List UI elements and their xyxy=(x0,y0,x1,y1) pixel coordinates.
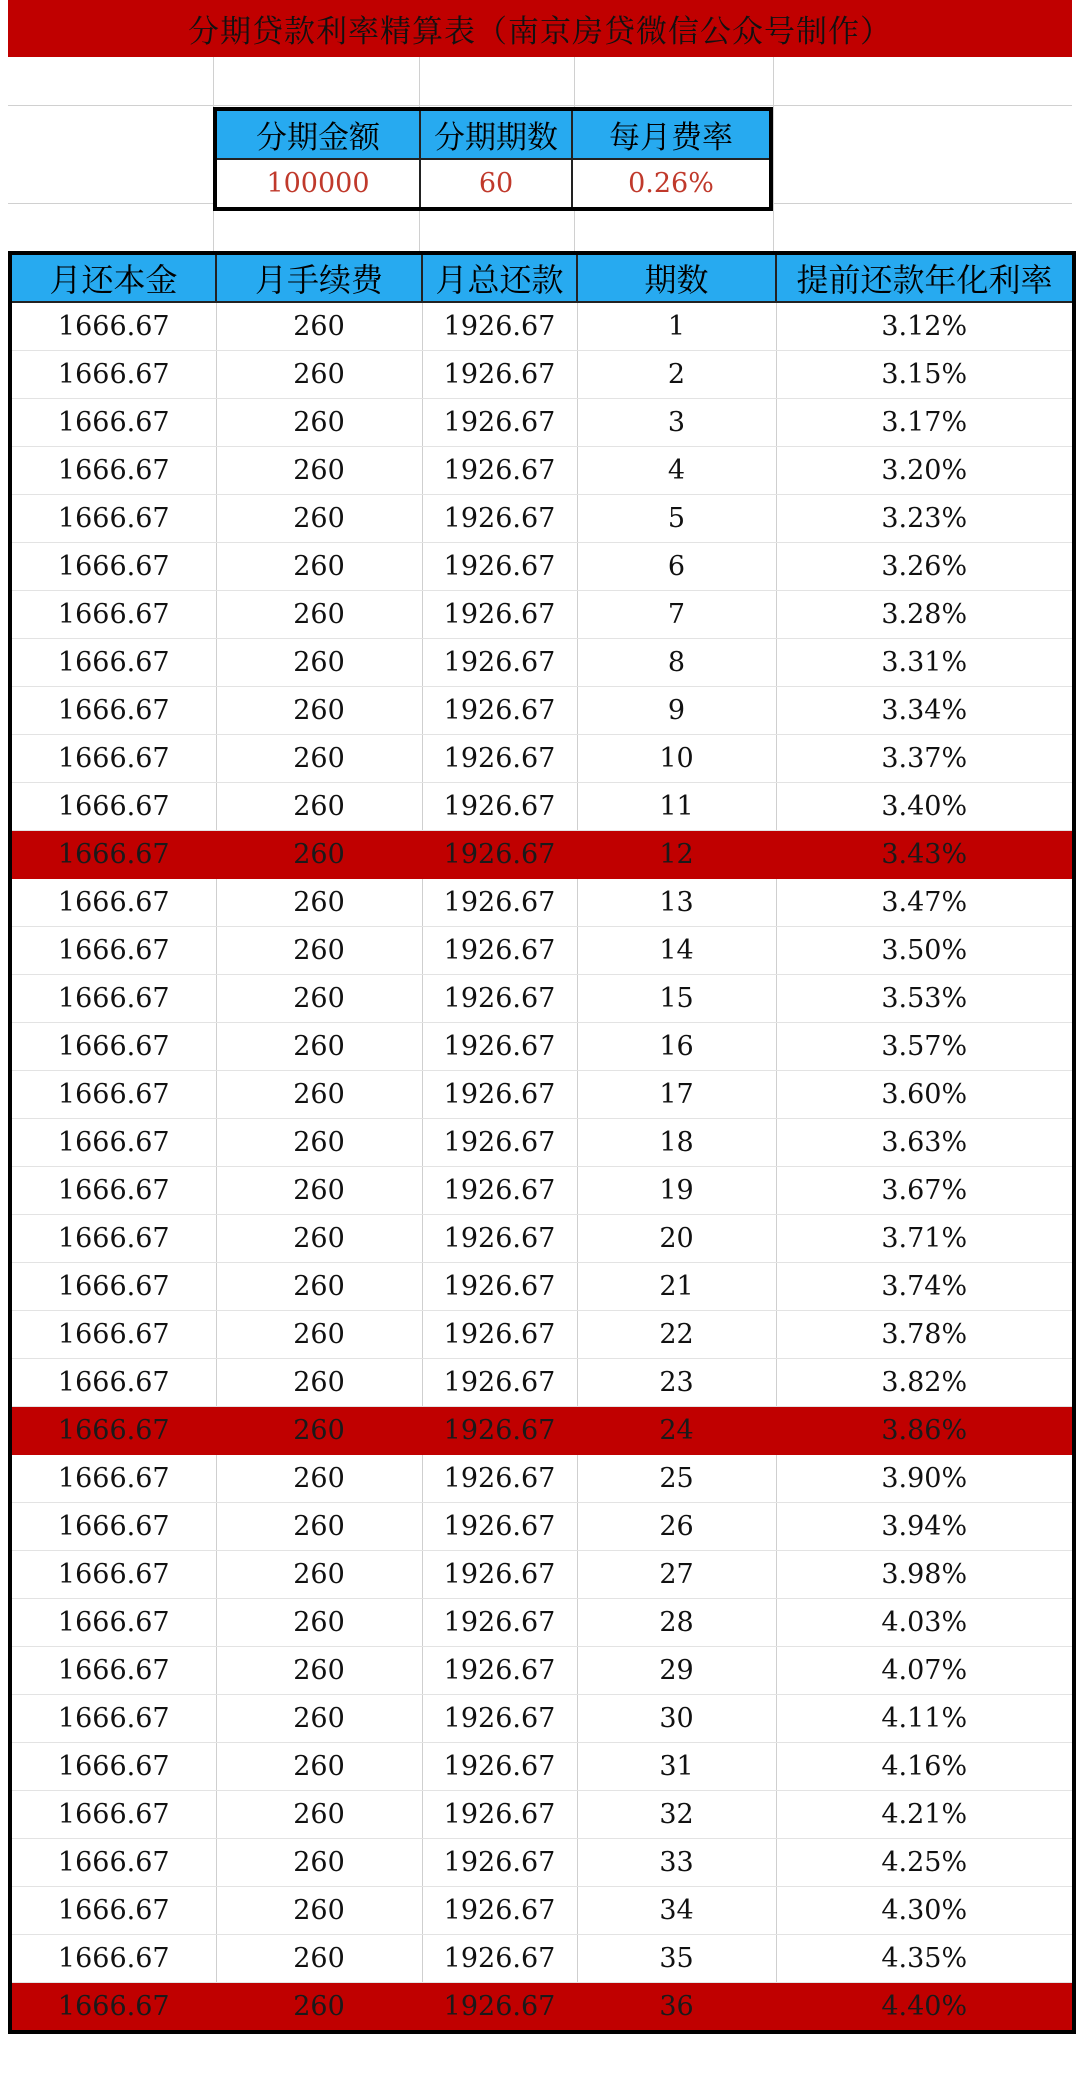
cell-fee[interactable]: 260 xyxy=(216,1839,422,1887)
cell-total[interactable]: 1926.67 xyxy=(422,783,577,831)
cell-fee[interactable]: 260 xyxy=(216,1503,422,1551)
cell-fee[interactable]: 260 xyxy=(216,1119,422,1167)
cell-total[interactable]: 1926.67 xyxy=(422,302,577,351)
table-row xyxy=(10,1551,1074,1599)
cell-annual-rate[interactable]: 3.50% xyxy=(776,927,1074,975)
cell-annual-rate[interactable]: 3.20% xyxy=(776,447,1074,495)
cell-fee[interactable]: 260 xyxy=(216,1215,422,1263)
cell-fee[interactable]: 260 xyxy=(216,1455,422,1503)
cell-fee[interactable]: 260 xyxy=(216,495,422,543)
cell-principal[interactable]: 1666.67 xyxy=(10,1743,216,1791)
cell-fee[interactable]: 260 xyxy=(216,1935,422,1983)
cell-principal[interactable]: 1666.67 xyxy=(10,591,216,639)
cell-total[interactable]: 1926.67 xyxy=(422,1983,577,2033)
cell-principal[interactable]: 1666.67 xyxy=(10,1359,216,1407)
cell-principal[interactable]: 1666.67 xyxy=(10,735,216,783)
cell-annual-rate[interactable]: 3.78% xyxy=(776,1311,1074,1359)
table-row xyxy=(10,1503,1074,1551)
cell-total[interactable]: 1926.67 xyxy=(422,1071,577,1119)
cell-fee[interactable]: 260 xyxy=(216,879,422,927)
table-row xyxy=(10,1359,1074,1407)
cell-period[interactable]: 3 xyxy=(577,399,776,447)
cell-fee[interactable]: 260 xyxy=(216,302,422,351)
cell-total[interactable]: 1926.67 xyxy=(422,975,577,1023)
cell-annual-rate[interactable]: 3.15% xyxy=(776,351,1074,399)
cell-principal[interactable]: 1666.67 xyxy=(10,351,216,399)
cell-principal[interactable]: 1666.67 xyxy=(10,975,216,1023)
cell-period[interactable]: 31 xyxy=(577,1743,776,1791)
cell-fee[interactable]: 260 xyxy=(216,927,422,975)
cell-principal[interactable]: 1666.67 xyxy=(10,831,216,879)
cell-annual-rate[interactable]: 4.21% xyxy=(776,1791,1074,1839)
cell-annual-rate[interactable]: 3.53% xyxy=(776,975,1074,1023)
table-row xyxy=(10,351,1074,399)
cell-period[interactable]: 16 xyxy=(577,1023,776,1071)
cell-annual-rate[interactable]: 3.12% xyxy=(776,302,1074,351)
cell-fee[interactable]: 260 xyxy=(216,1647,422,1695)
cell-total[interactable]: 1926.67 xyxy=(422,447,577,495)
cell-principal[interactable]: 1666.67 xyxy=(10,1023,216,1071)
cell-total[interactable]: 1926.67 xyxy=(422,1023,577,1071)
cell-principal[interactable]: 1666.67 xyxy=(10,639,216,687)
cell-fee[interactable]: 260 xyxy=(216,687,422,735)
cell-period[interactable]: 11 xyxy=(577,783,776,831)
cell-fee[interactable]: 260 xyxy=(216,1983,422,2033)
cell-period[interactable]: 28 xyxy=(577,1599,776,1647)
cell-fee[interactable]: 260 xyxy=(216,543,422,591)
table-row xyxy=(10,1695,1074,1743)
cell-total[interactable]: 1926.67 xyxy=(422,1215,577,1263)
table-row xyxy=(10,591,1074,639)
cell-fee[interactable]: 260 xyxy=(216,1887,422,1935)
cell-total[interactable]: 1926.67 xyxy=(422,1455,577,1503)
cell-fee[interactable]: 260 xyxy=(216,1743,422,1791)
cell-total[interactable]: 1926.67 xyxy=(422,1887,577,1935)
cell-fee[interactable]: 260 xyxy=(216,1551,422,1599)
cell-period[interactable]: 4 xyxy=(577,447,776,495)
cell-period[interactable]: 33 xyxy=(577,1839,776,1887)
cell-annual-rate[interactable]: 4.16% xyxy=(776,1743,1074,1791)
table-row xyxy=(10,1455,1074,1503)
cell-period[interactable]: 25 xyxy=(577,1455,776,1503)
table-row xyxy=(10,447,1074,495)
cell-period[interactable]: 32 xyxy=(577,1791,776,1839)
header-fee: 月手续费 xyxy=(216,253,422,302)
cell-principal[interactable]: 1666.67 xyxy=(10,302,216,351)
cell-fee[interactable]: 260 xyxy=(216,399,422,447)
cell-total[interactable]: 1926.67 xyxy=(422,1311,577,1359)
cell-annual-rate[interactable]: 3.47% xyxy=(776,879,1074,927)
table-row xyxy=(10,1263,1074,1311)
table-row xyxy=(10,1215,1074,1263)
cell-fee[interactable]: 260 xyxy=(216,1359,422,1407)
cell-annual-rate[interactable]: 3.40% xyxy=(776,783,1074,831)
cell-annual-rate[interactable]: 3.34% xyxy=(776,687,1074,735)
cell-principal[interactable]: 1666.67 xyxy=(10,1311,216,1359)
cell-total[interactable]: 1926.67 xyxy=(422,591,577,639)
table-row xyxy=(10,1407,1074,1455)
cell-annual-rate[interactable]: 3.43% xyxy=(776,831,1074,879)
sheet-title: 分期贷款利率精算表（南京房贷微信公众号制作） xyxy=(188,14,892,50)
cell-period[interactable]: 18 xyxy=(577,1119,776,1167)
table-row xyxy=(10,1791,1074,1839)
cell-principal[interactable]: 1666.67 xyxy=(10,543,216,591)
summary-header-periods: 分期期数 xyxy=(420,109,572,159)
cell-total[interactable]: 1926.67 xyxy=(422,543,577,591)
table-row xyxy=(10,399,1074,447)
cell-total[interactable]: 1926.67 xyxy=(422,1359,577,1407)
summary-header-amount: 分期金额 xyxy=(215,109,420,159)
cell-total[interactable]: 1926.67 xyxy=(422,687,577,735)
cell-fee[interactable]: 260 xyxy=(216,831,422,879)
table-row xyxy=(10,831,1074,879)
cell-annual-rate[interactable]: 4.35% xyxy=(776,1935,1074,1983)
cell-principal[interactable]: 1666.67 xyxy=(10,879,216,927)
cell-principal[interactable]: 1666.67 xyxy=(10,1551,216,1599)
header-total: 月总还款 xyxy=(422,253,577,302)
cell-principal[interactable]: 1666.67 xyxy=(10,1119,216,1167)
cell-period[interactable]: 14 xyxy=(577,927,776,975)
cell-annual-rate[interactable]: 3.82% xyxy=(776,1359,1074,1407)
table-row xyxy=(10,879,1074,927)
cell-annual-rate[interactable]: 3.17% xyxy=(776,399,1074,447)
title-bar xyxy=(8,0,1072,57)
cell-period[interactable]: 26 xyxy=(577,1503,776,1551)
cell-annual-rate[interactable]: 3.57% xyxy=(776,1023,1074,1071)
cell-principal[interactable]: 1666.67 xyxy=(10,447,216,495)
cell-fee[interactable]: 260 xyxy=(216,1167,422,1215)
cell-period[interactable]: 1 xyxy=(577,302,776,351)
table-row xyxy=(10,1935,1074,1983)
table-row xyxy=(10,1647,1074,1695)
cell-total[interactable]: 1926.67 xyxy=(422,1263,577,1311)
cell-total[interactable]: 1926.67 xyxy=(422,399,577,447)
cell-total[interactable]: 1926.67 xyxy=(422,1119,577,1167)
header-principal: 月还本金 xyxy=(10,253,216,302)
summary-value-periods[interactable]: 60 xyxy=(420,159,572,209)
cell-principal[interactable]: 1666.67 xyxy=(10,1647,216,1695)
cell-total[interactable]: 1926.67 xyxy=(422,1167,577,1215)
cell-period[interactable]: 2 xyxy=(577,351,776,399)
table-row xyxy=(10,1743,1074,1791)
table-row xyxy=(10,1887,1074,1935)
cell-annual-rate[interactable]: 4.03% xyxy=(776,1599,1074,1647)
cell-annual-rate[interactable]: 3.60% xyxy=(776,1071,1074,1119)
cell-total[interactable]: 1926.67 xyxy=(422,1791,577,1839)
cell-principal[interactable]: 1666.67 xyxy=(10,495,216,543)
cell-period[interactable]: 22 xyxy=(577,1311,776,1359)
cell-principal[interactable]: 1666.67 xyxy=(10,1167,216,1215)
repayment-table xyxy=(8,251,1076,2034)
cell-period[interactable]: 35 xyxy=(577,1935,776,1983)
table-row xyxy=(10,1023,1074,1071)
cell-period[interactable]: 6 xyxy=(577,543,776,591)
cell-principal[interactable]: 1666.67 xyxy=(10,1407,216,1455)
cell-fee[interactable]: 260 xyxy=(216,1407,422,1455)
summary-value-row xyxy=(215,159,771,209)
cell-total[interactable]: 1926.67 xyxy=(422,879,577,927)
cell-annual-rate[interactable]: 4.07% xyxy=(776,1647,1074,1695)
cell-principal[interactable]: 1666.67 xyxy=(10,1983,216,2033)
table-header-row xyxy=(10,253,1074,302)
table-row xyxy=(10,495,1074,543)
cell-period[interactable]: 24 xyxy=(577,1407,776,1455)
table-row xyxy=(10,783,1074,831)
cell-period[interactable]: 10 xyxy=(577,735,776,783)
table-body xyxy=(10,302,1074,2032)
cell-annual-rate[interactable]: 3.74% xyxy=(776,1263,1074,1311)
cell-period[interactable]: 27 xyxy=(577,1551,776,1599)
cell-total[interactable]: 1926.67 xyxy=(422,1695,577,1743)
cell-total[interactable]: 1926.67 xyxy=(422,1599,577,1647)
cell-total[interactable]: 1926.67 xyxy=(422,1503,577,1551)
table-row xyxy=(10,687,1074,735)
cell-period[interactable]: 20 xyxy=(577,1215,776,1263)
cell-principal[interactable]: 1666.67 xyxy=(10,1599,216,1647)
table-row xyxy=(10,639,1074,687)
cell-total[interactable]: 1926.67 xyxy=(422,1839,577,1887)
cell-total[interactable]: 1926.67 xyxy=(422,1935,577,1983)
cell-principal[interactable]: 1666.67 xyxy=(10,1071,216,1119)
cell-period[interactable]: 8 xyxy=(577,639,776,687)
cell-annual-rate[interactable]: 4.40% xyxy=(776,1983,1074,2033)
cell-annual-rate[interactable]: 3.86% xyxy=(776,1407,1074,1455)
cell-fee[interactable]: 260 xyxy=(216,1071,422,1119)
summary-header-rate: 每月费率 xyxy=(572,109,771,159)
cell-principal[interactable]: 1666.67 xyxy=(10,1887,216,1935)
cell-annual-rate[interactable]: 3.67% xyxy=(776,1167,1074,1215)
cell-total[interactable]: 1926.67 xyxy=(422,1647,577,1695)
cell-total[interactable]: 1926.67 xyxy=(422,1743,577,1791)
table-row xyxy=(10,975,1074,1023)
cell-principal[interactable]: 1666.67 xyxy=(10,1503,216,1551)
cell-total[interactable]: 1926.67 xyxy=(422,735,577,783)
cell-principal[interactable]: 1666.67 xyxy=(10,927,216,975)
summary-header-row xyxy=(215,109,771,159)
cell-annual-rate[interactable]: 3.90% xyxy=(776,1455,1074,1503)
cell-fee[interactable]: 260 xyxy=(216,1599,422,1647)
cell-principal[interactable]: 1666.67 xyxy=(10,783,216,831)
table-row xyxy=(10,1071,1074,1119)
summary-table xyxy=(213,107,773,211)
cell-annual-rate[interactable]: 3.71% xyxy=(776,1215,1074,1263)
cell-period[interactable]: 7 xyxy=(577,591,776,639)
cell-annual-rate[interactable]: 3.98% xyxy=(776,1551,1074,1599)
header-period: 期数 xyxy=(577,253,776,302)
table-row xyxy=(10,1167,1074,1215)
cell-principal[interactable]: 1666.67 xyxy=(10,1839,216,1887)
cell-principal[interactable]: 1666.67 xyxy=(10,1455,216,1503)
cell-annual-rate[interactable]: 4.30% xyxy=(776,1887,1074,1935)
cell-fee[interactable]: 260 xyxy=(216,1023,422,1071)
cell-fee[interactable]: 260 xyxy=(216,591,422,639)
cell-period[interactable]: 5 xyxy=(577,495,776,543)
cell-fee[interactable]: 260 xyxy=(216,735,422,783)
table-row xyxy=(10,302,1074,351)
cell-principal[interactable]: 1666.67 xyxy=(10,1215,216,1263)
cell-period[interactable]: 30 xyxy=(577,1695,776,1743)
header-annual-rate: 提前还款年化利率 xyxy=(776,253,1074,302)
cell-period[interactable]: 15 xyxy=(577,975,776,1023)
cell-period[interactable]: 19 xyxy=(577,1167,776,1215)
cell-fee[interactable]: 260 xyxy=(216,351,422,399)
cell-annual-rate[interactable]: 3.37% xyxy=(776,735,1074,783)
cell-total[interactable]: 1926.67 xyxy=(422,351,577,399)
cell-total[interactable]: 1926.67 xyxy=(422,495,577,543)
cell-fee[interactable]: 260 xyxy=(216,1263,422,1311)
table-row xyxy=(10,927,1074,975)
cell-principal[interactable]: 1666.67 xyxy=(10,1791,216,1839)
cell-principal[interactable]: 1666.67 xyxy=(10,1263,216,1311)
cell-period[interactable]: 9 xyxy=(577,687,776,735)
cell-total[interactable]: 1926.67 xyxy=(422,639,577,687)
cell-period[interactable]: 13 xyxy=(577,879,776,927)
cell-principal[interactable]: 1666.67 xyxy=(10,687,216,735)
cell-fee[interactable]: 260 xyxy=(216,975,422,1023)
cell-fee[interactable]: 260 xyxy=(216,1695,422,1743)
summary-value-amount[interactable]: 100000 xyxy=(215,159,420,209)
cell-total[interactable]: 1926.67 xyxy=(422,831,577,879)
table-row xyxy=(10,1119,1074,1167)
cell-fee[interactable]: 260 xyxy=(216,639,422,687)
cell-fee[interactable]: 260 xyxy=(216,447,422,495)
cell-period[interactable]: 23 xyxy=(577,1359,776,1407)
cell-annual-rate[interactable]: 3.23% xyxy=(776,495,1074,543)
cell-total[interactable]: 1926.67 xyxy=(422,1407,577,1455)
cell-total[interactable]: 1926.67 xyxy=(422,1551,577,1599)
cell-period[interactable]: 17 xyxy=(577,1071,776,1119)
cell-annual-rate[interactable]: 4.25% xyxy=(776,1839,1074,1887)
cell-principal[interactable]: 1666.67 xyxy=(10,399,216,447)
cell-annual-rate[interactable]: 3.94% xyxy=(776,1503,1074,1551)
table-row xyxy=(10,543,1074,591)
cell-annual-rate[interactable]: 3.63% xyxy=(776,1119,1074,1167)
cell-annual-rate[interactable]: 3.28% xyxy=(776,591,1074,639)
table-row xyxy=(10,1839,1074,1887)
table-row xyxy=(10,1599,1074,1647)
table-row xyxy=(10,1311,1074,1359)
cell-period[interactable]: 12 xyxy=(577,831,776,879)
cell-principal[interactable]: 1666.67 xyxy=(10,1935,216,1983)
table-row xyxy=(10,1983,1074,2033)
cell-period[interactable]: 36 xyxy=(577,1983,776,2033)
cell-annual-rate[interactable]: 4.11% xyxy=(776,1695,1074,1743)
cell-annual-rate[interactable]: 3.31% xyxy=(776,639,1074,687)
cell-annual-rate[interactable]: 3.26% xyxy=(776,543,1074,591)
cell-fee[interactable]: 260 xyxy=(216,1791,422,1839)
cell-total[interactable]: 1926.67 xyxy=(422,927,577,975)
cell-fee[interactable]: 260 xyxy=(216,1311,422,1359)
cell-period[interactable]: 21 xyxy=(577,1263,776,1311)
cell-fee[interactable]: 260 xyxy=(216,783,422,831)
table-row xyxy=(10,735,1074,783)
cell-period[interactable]: 34 xyxy=(577,1887,776,1935)
summary-value-rate[interactable]: 0.26% xyxy=(572,159,771,209)
cell-principal[interactable]: 1666.67 xyxy=(10,1695,216,1743)
cell-period[interactable]: 29 xyxy=(577,1647,776,1695)
